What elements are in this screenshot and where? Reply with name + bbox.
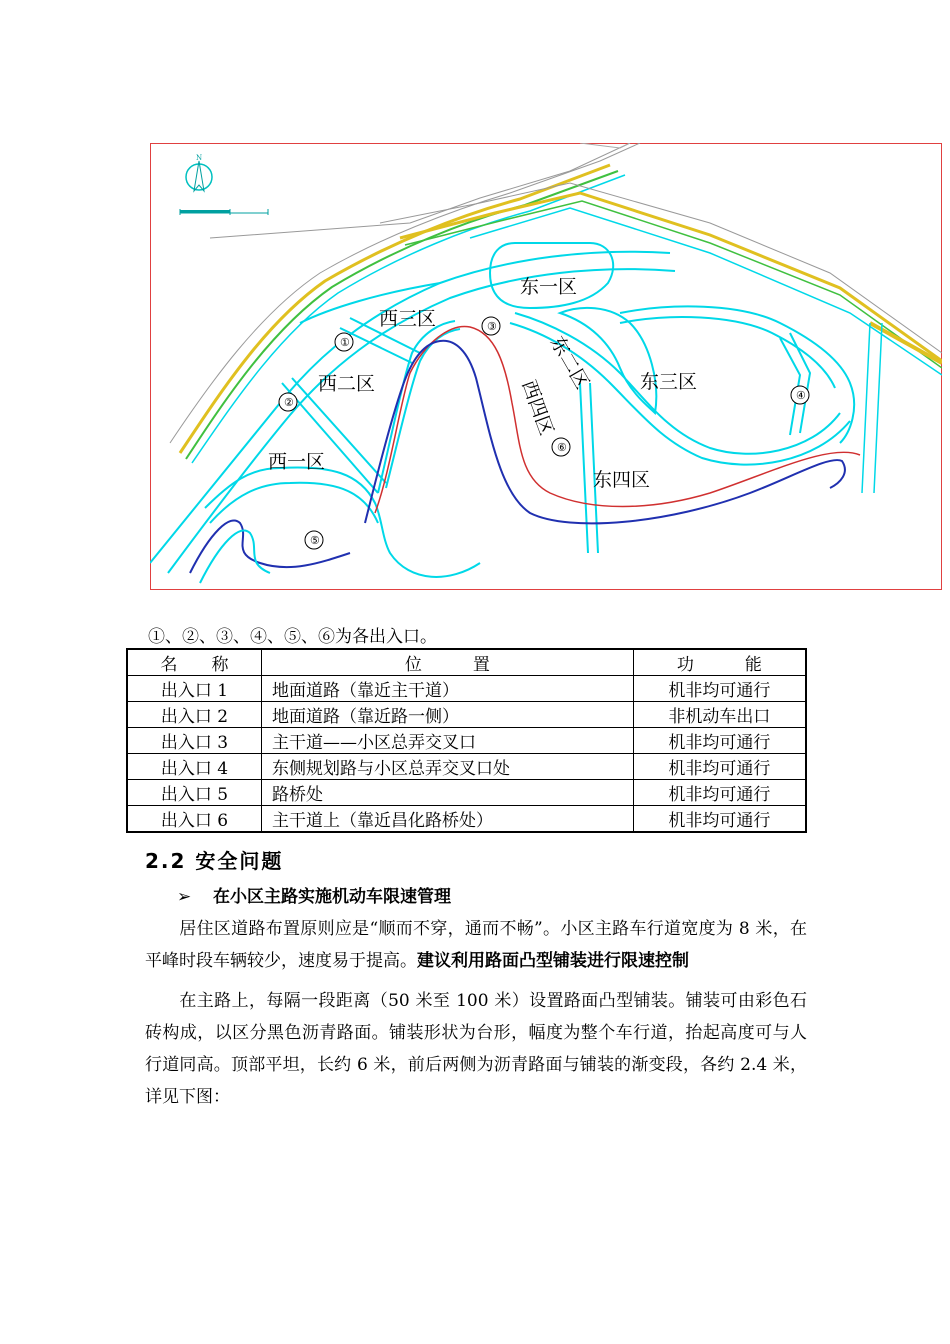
svg-text:④: ④	[796, 389, 806, 402]
zone-west-4: 西四区	[517, 377, 558, 439]
svg-text:③: ③	[487, 320, 497, 333]
cell-name: 出入口 4	[127, 754, 261, 780]
cell-name: 出入口 6	[127, 806, 261, 833]
cell-function: 机非均可通行	[633, 754, 806, 780]
table-row	[127, 702, 806, 728]
cell-function: 机非均可通行	[633, 806, 806, 833]
svg-text:①: ①	[340, 336, 350, 349]
exits-table	[126, 648, 807, 833]
cell-position: 路桥处	[261, 780, 633, 806]
entry-1-marker	[335, 333, 353, 351]
table-row	[127, 806, 806, 833]
entry-3-marker	[482, 317, 500, 335]
svg-text:②: ②	[284, 396, 294, 409]
entry-6-marker	[552, 438, 570, 456]
bullet-text: 在小区主路实施机动车限速管理	[213, 887, 451, 907]
paragraph-1	[145, 913, 807, 977]
cell-name: 出入口 3	[127, 728, 261, 754]
cell-position: 地面道路（靠近路一侧）	[261, 702, 633, 728]
cell-name: 出入口 2	[127, 702, 261, 728]
bullet-arrow-icon: ➢	[177, 887, 192, 907]
svg-text:⑥: ⑥	[557, 441, 567, 454]
table-header-row	[127, 649, 806, 676]
header-function: 功 能	[633, 649, 806, 676]
paragraph-1-bold: 建议利用路面凸型铺装进行限速控制	[417, 951, 689, 971]
entry-5-marker	[305, 531, 323, 549]
cell-function: 机非均可通行	[633, 780, 806, 806]
cell-name: 出入口 1	[127, 676, 261, 702]
zone-west-3: 西三区	[379, 308, 437, 330]
header-position: 位 置	[261, 649, 633, 676]
entry-4-marker	[791, 386, 809, 404]
svg-text:⑤: ⑤	[310, 534, 320, 547]
header-name: 名 称	[127, 649, 261, 676]
zone-west-2: 西二区	[318, 373, 376, 395]
cell-position: 主干道上（靠近昌化路桥处）	[261, 806, 633, 833]
zone-west-1: 西一区	[268, 451, 326, 473]
north-label: N	[196, 154, 203, 162]
table-row	[127, 780, 806, 806]
cell-function: 机非均可通行	[633, 728, 806, 754]
cell-name: 出入口 5	[127, 780, 261, 806]
cell-function: 机非均可通行	[633, 676, 806, 702]
bullet-item	[177, 882, 451, 907]
table-row	[127, 754, 806, 780]
cell-position: 地面道路（靠近主干道）	[261, 676, 633, 702]
table-row	[127, 728, 806, 754]
zone-east-3: 东三区	[640, 371, 698, 393]
zone-east-4: 东四区	[593, 469, 651, 491]
paragraph-1-text: 居住区道路布置原则应是“顺而不穿，通而不畅”。小区主路车行道宽度为 8 米，在平峰时段车辆较少，速度易于提高。	[145, 919, 807, 971]
paragraph-2-text: 在主路上，每隔一段距离（50 米至 100 米）设置路面凸型铺装。铺装可由彩色石砖构成，以区分黑色沥青路面。铺装形状为台形，幅度为整个车行道，抬起高度可与人行道同高。顶部平坦，长约 6 米，前后两侧为沥青路面与铺装的渐变段，各约 2.4 米，详见下图：	[145, 991, 807, 1107]
entry-2-marker	[279, 393, 297, 411]
zone-east-1: 东一区	[520, 276, 578, 298]
zone-east-2: 东二区	[545, 332, 594, 393]
cell-position: 东侧规划路与小区总弄交叉口处	[261, 754, 633, 780]
site-road-map	[150, 143, 942, 590]
table-row	[127, 676, 806, 702]
cell-position: 主干道——小区总弄交叉口	[261, 728, 633, 754]
map-caption: ①、②、③、④、⑤、⑥为各出入口。	[148, 627, 437, 647]
cell-function: 非机动车出口	[633, 702, 806, 728]
paragraph-2	[145, 985, 807, 1113]
section-title: 2.2 安全问题	[145, 849, 284, 873]
